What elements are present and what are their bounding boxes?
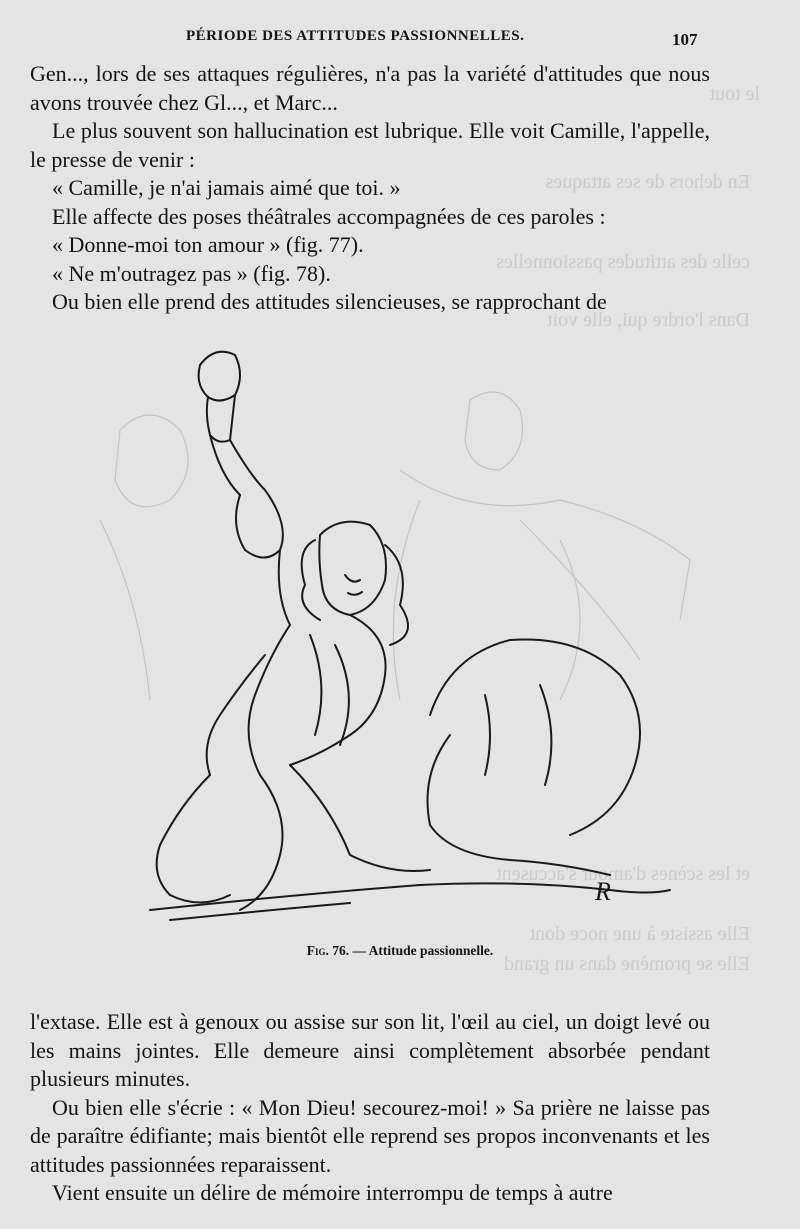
svg-text:Dans l'ordre qui, elle voit: Dans l'ordre qui, elle voit — [547, 309, 750, 331]
paragraph: l'extase. Elle est à genoux ou assise sur son lit, l'œil au ciel, un doigt levé ou les mains jointes. Elle demeure ainsi complètement absorbée pendant plusieurs minutes. — [30, 1009, 710, 1091]
running-head: PÉRIODE DES ATTITUDES PASSIONNELLES. — [186, 28, 525, 44]
svg-text:celle des attitudes passionnel: celle des attitudes passionnelles — [496, 251, 750, 273]
paragraph: Vient ensuite un délire de mémoire interrompu de temps à autre — [52, 1180, 613, 1205]
svg-text:le tout: le tout — [709, 83, 760, 105]
paragraph: Elle affecte des poses théâtrales accompagnées de ces paroles : — [52, 203, 606, 229]
figure-label: Fig. 76. — [306, 943, 350, 958]
artist-signature: R — [595, 877, 611, 906]
svg-text:Elle assiste à une noce dont: Elle assiste à une noce dont — [529, 923, 750, 945]
quote-line: « Donne-moi ton amour » (fig. 77). — [52, 232, 364, 257]
figure-illustration — [90, 335, 710, 935]
paragraph: Le plus souvent son hallucination est lubrique. Elle voit Camille, l'appelle, le presse de venir : — [30, 118, 710, 172]
paragraph: Ou bien elle s'écrie : « Mon Dieu! secourez-moi! » Sa prière ne laisse pas de paraître édifiante; mais bientôt elle reprend ses propos inconvenants et les attitudes passionnées reparaissent. — [30, 1094, 710, 1177]
figure-title: — Attitude passionnelle. — [352, 943, 494, 958]
svg-text:Elle se promène dans un grand: Elle se promène dans un grand — [503, 953, 750, 975]
paragraph: Ou bien elle prend des attitudes silencieuses, se rapprochant de — [52, 289, 607, 314]
page-number: 107 — [672, 30, 698, 49]
figure-caption — [0, 943, 800, 959]
raised-fist — [199, 352, 240, 401]
svg-text:et les scènes d'amour s'accuse: et les scènes d'amour s'accusent — [496, 863, 750, 885]
knee — [430, 639, 640, 835]
page-header — [0, 28, 800, 52]
svg-text:En dehors de ses attaques: En dehors de ses attaques — [545, 171, 750, 193]
body-text-top — [30, 60, 710, 317]
quote-line: « Camille, je n'ai jamais aimé que toi. » — [52, 175, 401, 200]
body-text-bottom — [30, 1008, 710, 1208]
head — [319, 522, 386, 615]
quote-line: « Ne m'outragez pas » (fig. 78). — [52, 260, 331, 286]
paragraph: Gen..., lors de ses attaques régulières, n'a pas la variété d'attitudes que nous avons trouvée chez Gl..., et Marc... — [30, 61, 710, 115]
